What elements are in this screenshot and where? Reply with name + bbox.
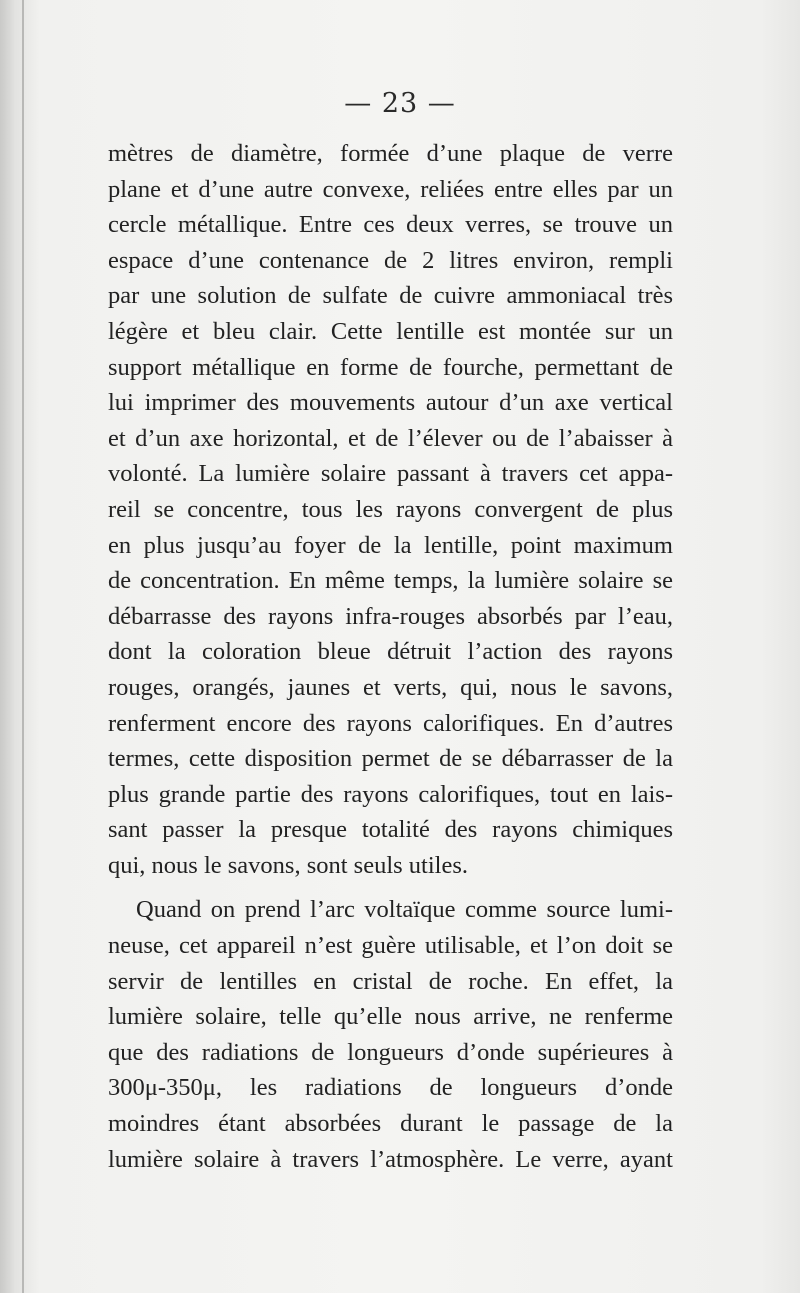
text-line: Quand on prend l’arc voltaïque comme source lumi- — [136, 896, 673, 924]
text-line: espace d’une contenance de 2 litres environ, rempli — [108, 246, 673, 274]
text-line: de concentration. En même temps, la lumière solaire se — [108, 567, 673, 595]
text-line: volonté. La lumière solaire passant à travers cet appa- — [108, 460, 673, 488]
text-line: cercle métallique. Entre ces deux verres, se trouve un — [108, 211, 673, 239]
text-line: lui imprimer des mouvements autour d’un axe vertical — [108, 389, 673, 417]
text-line: en plus jusqu’au foyer de la lentille, point maximum — [108, 531, 673, 559]
text-line: que des radiations de longueurs d’onde supérieures à — [108, 1038, 673, 1066]
text-line: lumière solaire à travers l’atmosphère. Le verre, ayant — [108, 1145, 673, 1173]
paragraph-2 — [108, 892, 673, 1177]
text-line: par une solution de sulfate de cuivre ammoniacal très — [108, 282, 673, 310]
text-line: et d’un axe horizontal, et de l’élever ou de l’abaisser à — [108, 424, 673, 452]
text-line: support métallique en forme de fourche, permettant de — [108, 353, 673, 381]
text-line: légère et bleu clair. Cette lentille est montée sur un — [108, 317, 673, 345]
body-text — [108, 136, 673, 1177]
text-line: sant passer la presque totalité des rayons chimiques — [108, 816, 673, 844]
text-line: moindres étant absorbées durant le passage de la — [108, 1110, 673, 1138]
paragraph-gap — [108, 883, 673, 892]
text-line: dont la coloration bleue détruit l’action des rayons — [108, 638, 673, 666]
text-line: mètres de diamètre, formée d’une plaque de verre — [108, 140, 673, 167]
page-number: — 23 — — [344, 88, 456, 119]
text-line: neuse, cet appareil n’est guère utilisable, et l’on doit se — [108, 932, 673, 960]
text-line: reil se concentre, tous les rayons convergent de plus — [108, 495, 673, 523]
text-line: débarrasse des rayons infra-rouges absorbés par l’eau, — [108, 602, 673, 630]
page-edge-shadow — [0, 0, 14, 1293]
text-line: termes, cette disposition permet de se débarrasser de la — [108, 745, 673, 773]
text-line: qui, nous le savons, sont seuls utiles. — [108, 851, 469, 879]
text-line: plus grande partie des rayons calorifiques, tout en lais- — [108, 780, 673, 808]
paragraph-1 — [108, 136, 673, 883]
text-line: lumière solaire, telle qu’elle nous arrive, ne renferme — [108, 1003, 673, 1031]
text-line: renferment encore des rayons calorifiques. En d’autres — [108, 709, 673, 737]
text-line: 300μ-350μ, les radiations de longueurs d’onde — [108, 1074, 673, 1102]
binding-edge-line — [22, 0, 24, 1293]
text-line: servir de lentilles en cristal de roche. En effet, la — [108, 967, 673, 995]
text-line: plane et d’une autre convexe, reliées entre elles par un — [108, 175, 673, 203]
text-line: rouges, orangés, jaunes et verts, qui, nous le savons, — [108, 673, 673, 701]
